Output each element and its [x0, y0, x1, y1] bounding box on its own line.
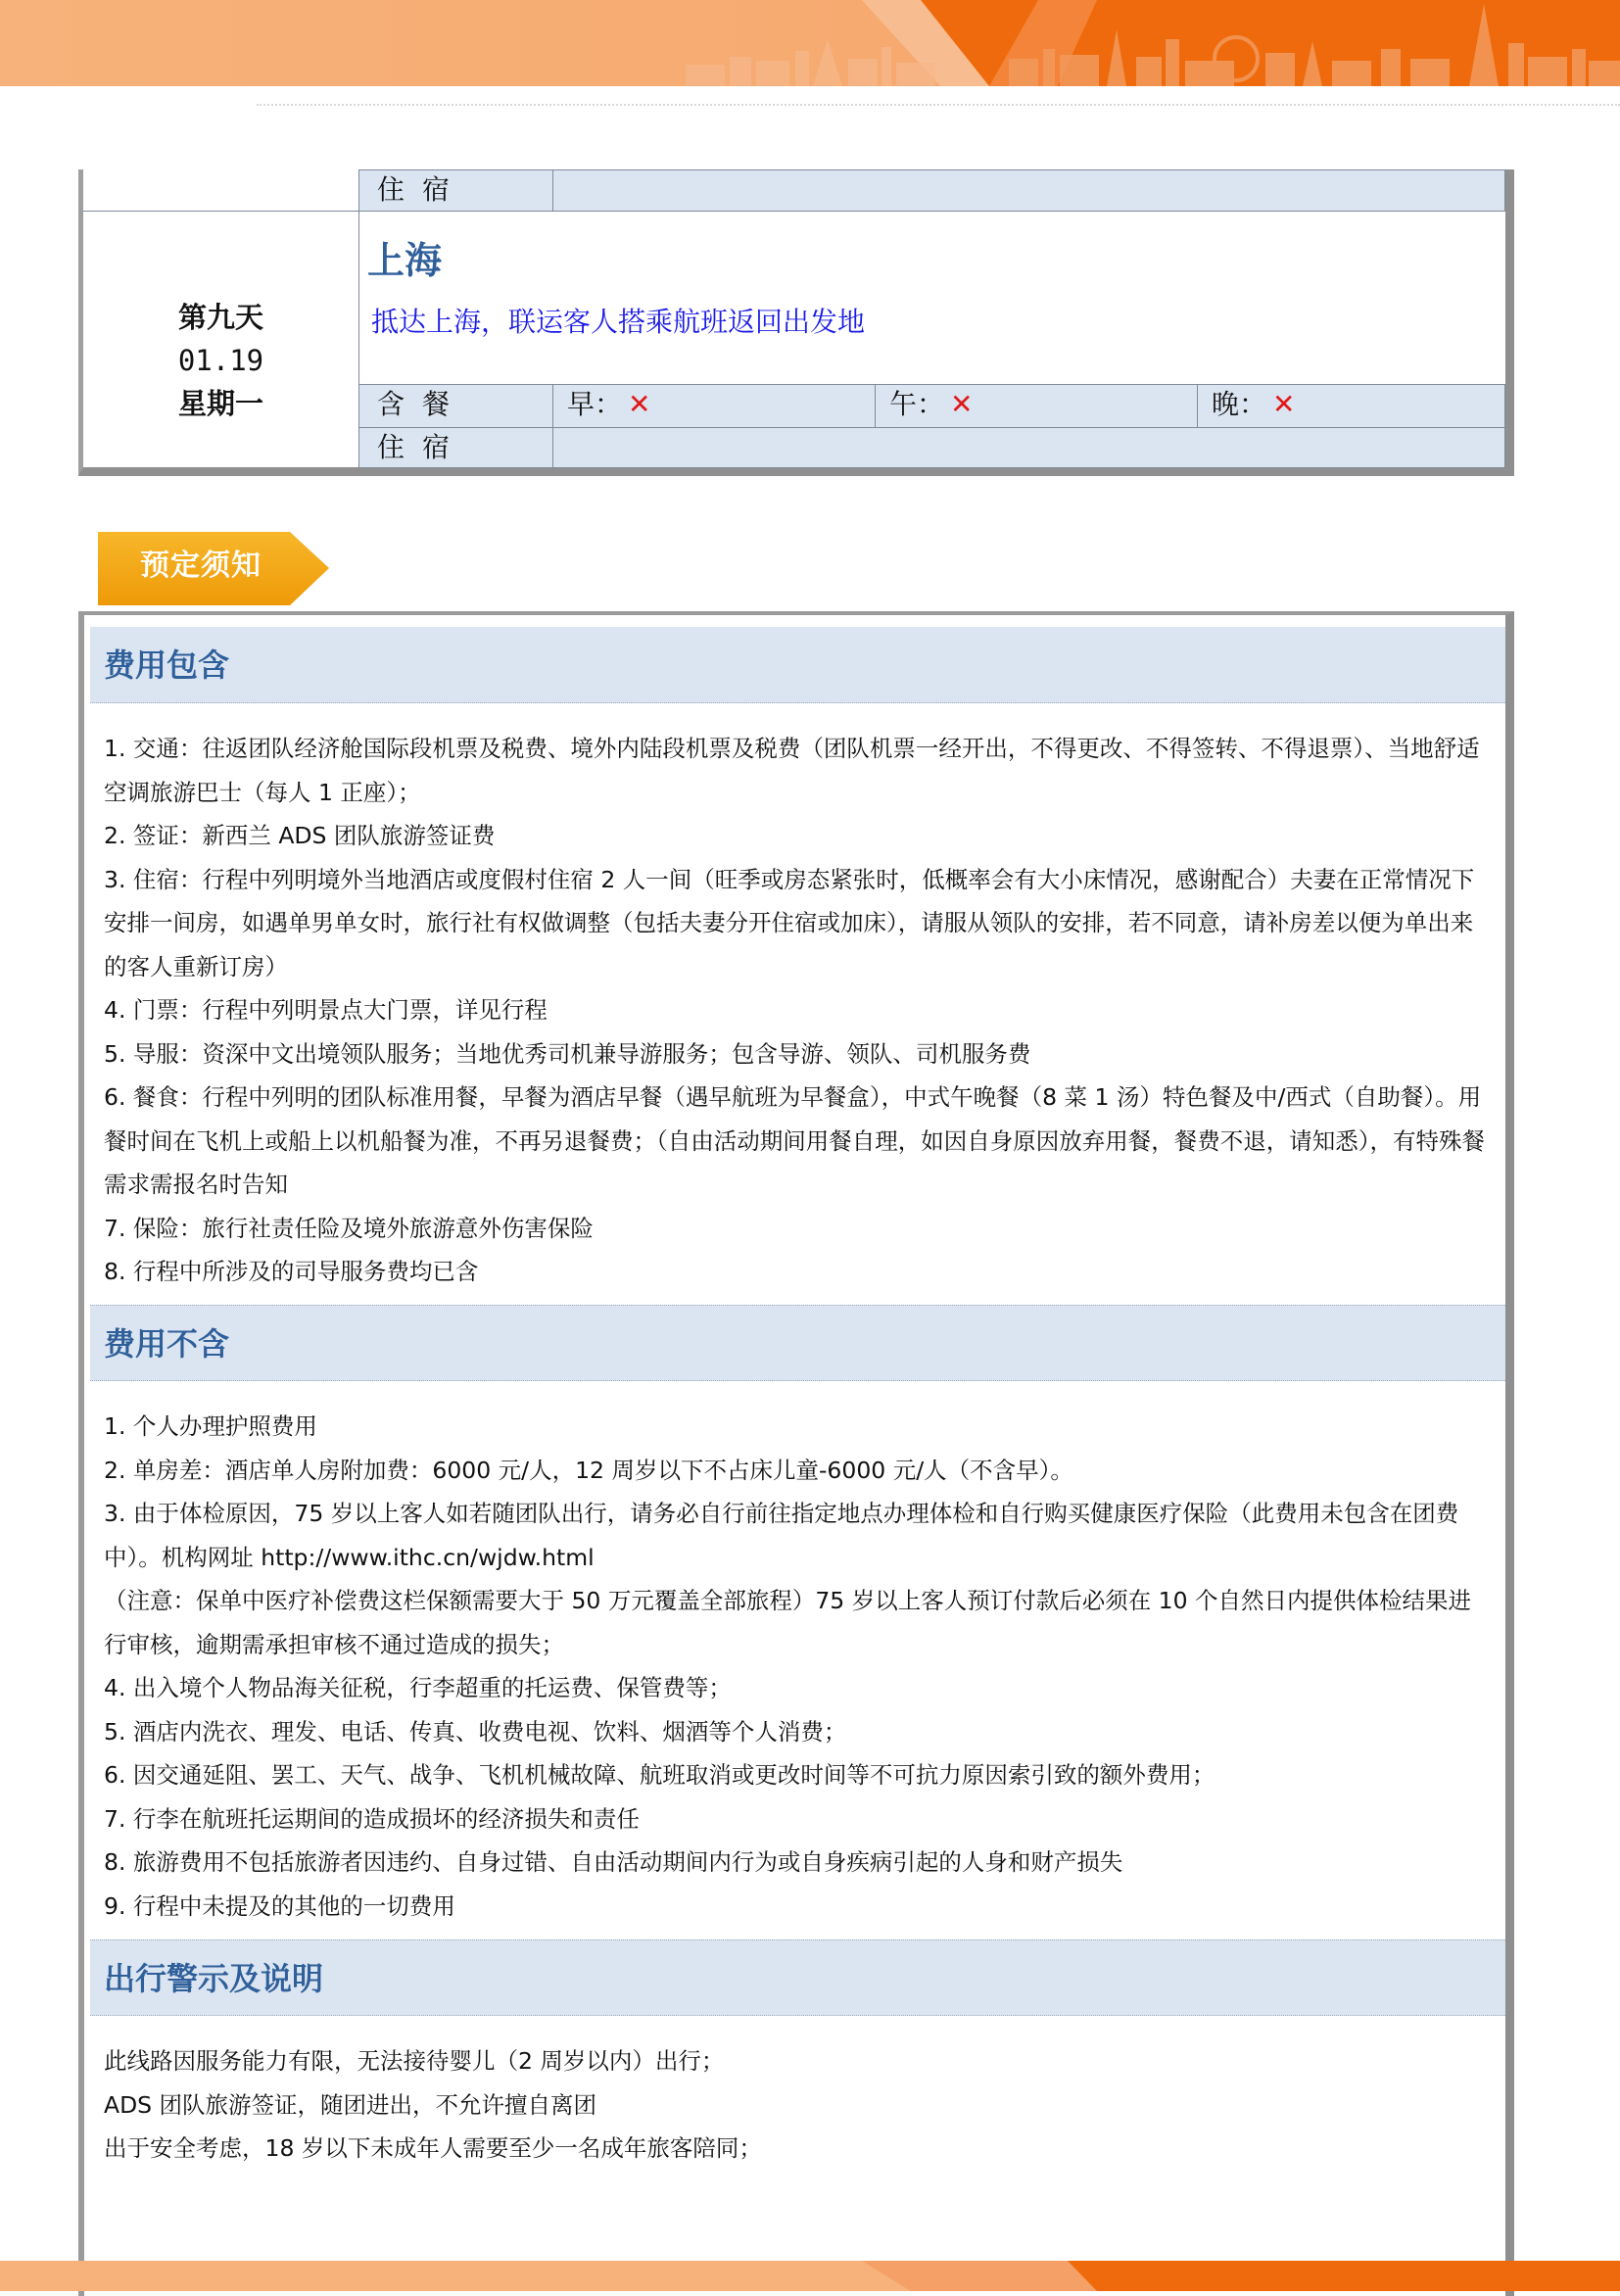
meal-lunch-label: 午： — [889, 388, 945, 420]
section-excluded-title: 费用不含 — [90, 1305, 1505, 1381]
meal-dinner-label: 晚： — [1212, 388, 1267, 420]
list-item: 6. 餐食：行程中列明的团队标准用餐，早餐为酒店早餐（遇早航班为早餐盒），中式午晚餐（8 菜 1 汤）特色餐及中/西式（自助餐）。用餐时间在飞机上或船上以机船餐为准，不再另退餐费；（自由活动期间用餐自理，如因自身原因放弃用餐，餐费不退，请知悉），有特殊餐需求需报名时告知 — [104, 1083, 1485, 1198]
booking-notice-label: 预定须知 — [140, 549, 262, 583]
list-item: 3. 由于体检原因，75 岁以上客人如若随团队出行，请务必自行前往指定地点办理体检和自行购买健康医疗保险（此费用未包含在团费中）。机构网址 http://www.ithc.cn/wjdw.html — [104, 1500, 1459, 1571]
footer-banner — [0, 2261, 1620, 2291]
meal-dinner — [1197, 384, 1505, 428]
day-date: 01.19 — [177, 344, 264, 377]
lodging-value — [552, 427, 1505, 468]
list-item: 5. 导服：资深中文出境领队服务；当地优秀司机兼导游服务；包含导游、领队、司机服务费 — [104, 1039, 1031, 1068]
lodging-label-prev: 住宿 — [358, 169, 553, 212]
cross-icon: ✕ — [950, 388, 974, 420]
header-divider — [257, 104, 1620, 106]
list-item: 1. 交通：往返团队经济舱国际段机票及税费、境外内陆段机票及税费（团队机票一经开出，不得更改、不得签转、不得退票）、当地舒适空调旅游巴士（每人 1 正座）； — [104, 735, 1480, 806]
section-warnings-body — [104, 2039, 1488, 2171]
list-item: 8. 行程中所涉及的司导服务费均已含 — [104, 1258, 479, 1285]
list-item: 出于安全考虑，18 岁以下未成年人需要至少一名成年旅客陪同； — [104, 2134, 762, 2162]
day-name: 第九天 — [177, 301, 263, 334]
list-item: （注意：保单中医疗补偿费这栏保额需要大于 50 万元覆盖全部旅程）75 岁以上客人预订付款后必须在 10 个自然日内提供体检结果进行审核，逾期需承担审核不通过造成的损失； — [104, 1587, 1472, 1658]
list-item: 5. 酒店内洗衣、理发、电话、传真、收费电视、饮料、烟酒等个人消费； — [104, 1717, 847, 1746]
section-included-title: 费用包含 — [90, 627, 1505, 703]
day-description: 抵达上海，联运客人搭乘航班返回出发地 — [371, 306, 866, 338]
list-item: 8. 旅游费用不包括旅游者因违约、自身过错、自由活动期间内行为或自身疾病引起的人身和财产损失 — [104, 1848, 1123, 1876]
booking-notes — [78, 611, 1514, 2296]
header-banner — [0, 0, 1620, 86]
booking-notice-tab — [98, 532, 329, 605]
section-included-body — [104, 727, 1488, 1294]
section-excluded-body — [104, 1405, 1488, 1928]
list-item: 7. 行李在航班托运期间的造成损坏的经济损失和责任 — [104, 1804, 640, 1833]
previous-day-left-cell — [83, 169, 358, 211]
list-item: 2. 签证：新西兰 ADS 团队旅游签证费 — [104, 822, 496, 849]
meal-breakfast-label: 早： — [567, 388, 623, 420]
list-item: 4. 门票：行程中列明景点大门票，详见行程 — [104, 996, 548, 1024]
day-city: 上海 — [367, 239, 443, 282]
itinerary-table — [78, 169, 1514, 476]
lodging-value-prev — [552, 169, 1505, 212]
list-item: 4. 出入境个人物品海关征税，行李超重的托运费、保管费等； — [104, 1674, 732, 1701]
list-item: 1. 个人办理护照费用 — [104, 1412, 317, 1440]
cross-icon: ✕ — [1272, 388, 1296, 420]
meal-breakfast — [552, 384, 876, 428]
header-banner-graphic — [0, 0, 1620, 86]
list-item: ADS 团队旅游签证，随团进出，不允许擅自离团 — [104, 2090, 597, 2119]
day-info — [83, 211, 358, 467]
section-warnings-title: 出行警示及说明 — [90, 1939, 1505, 2016]
list-item: 3. 住宿：行程中列明境外当地酒店或度假村住宿 2 人一间（旺季或房态紧张时，低概率会有大小床情况，感谢配合）夫妻在正常情况下安排一间房，如遇单男单女时，旅行社有权做调整（包括夫妻分开住宿或加床），请服从领队的安排，若不同意，请补房差以便为单出来的客人重新订房） — [104, 865, 1475, 981]
list-item: 6. 因交通延阻、罢工、天气、战争、飞机机械故障、航班取消或更改时间等不可抗力原因索引致的额外费用； — [104, 1761, 1215, 1789]
list-item: 此线路因服务能力有限，无法接待婴儿（2 周岁以内）出行； — [104, 2047, 725, 2075]
lodging-label: 住宿 — [358, 427, 553, 468]
footer-banner-graphic — [0, 2261, 1620, 2291]
list-item: 9. 行程中未提及的其他的一切费用 — [104, 1891, 455, 1920]
list-item: 2. 单房差：酒店单人房附加费：6000 元/人，12 周岁以下不占床儿童-6000 元/人（不含早）。 — [104, 1456, 1073, 1484]
meals-label: 含餐 — [358, 384, 553, 428]
day-weekday: 星期一 — [177, 387, 263, 420]
list-item: 7. 保险：旅行社责任险及境外旅游意外伤害保险 — [104, 1214, 594, 1242]
cross-icon: ✕ — [628, 388, 651, 420]
meal-lunch — [875, 384, 1198, 428]
